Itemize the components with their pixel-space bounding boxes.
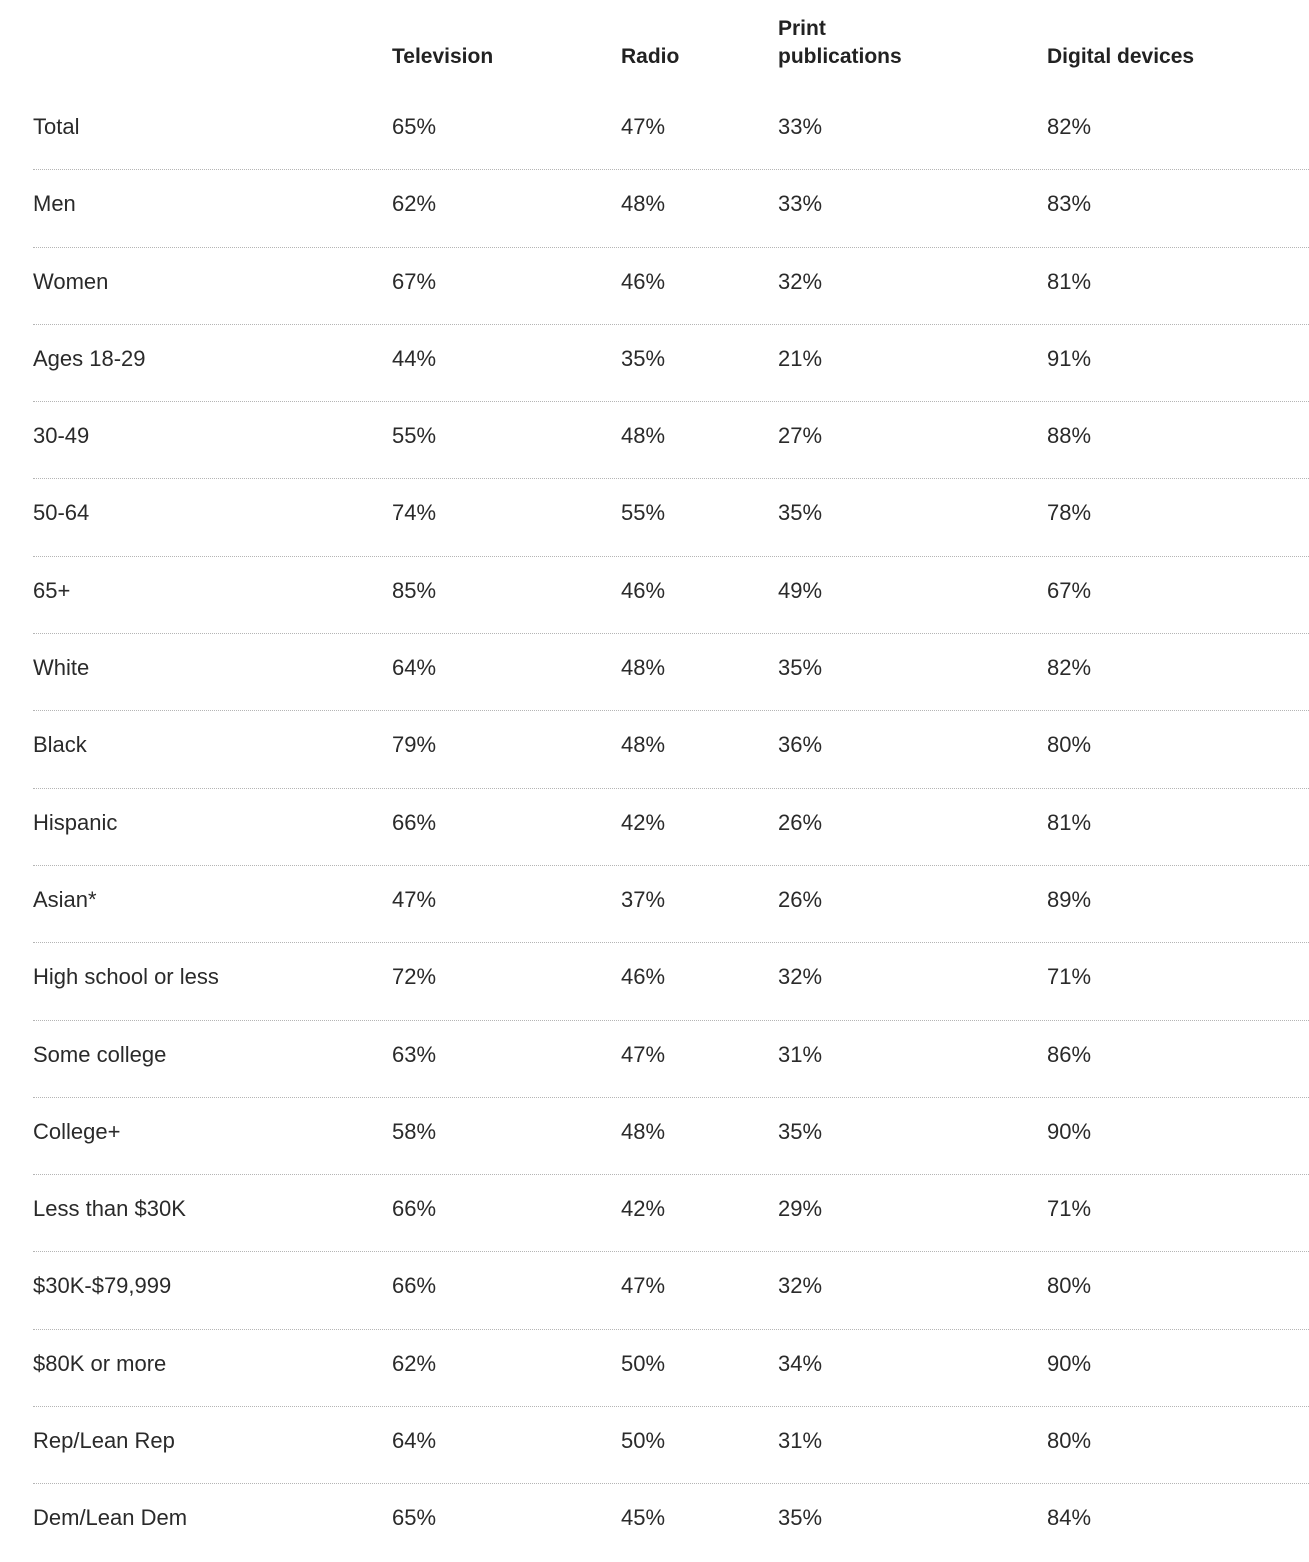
television-value: 62%	[392, 1350, 437, 1376]
radio-value: 48%	[621, 191, 666, 217]
print-publications-value: 35%	[778, 1118, 823, 1144]
row-label: Less than $30K	[33, 1196, 186, 1222]
television-value: 65%	[392, 1505, 437, 1531]
television-value: 64%	[392, 1428, 437, 1454]
row-label: Women	[33, 268, 109, 294]
digital-devices-value: 89%	[1047, 886, 1092, 912]
row-label: 65+	[33, 577, 71, 603]
table-row	[33, 170, 1309, 247]
television-value: 74%	[392, 500, 437, 526]
table-row	[33, 1407, 1309, 1484]
print-publications-value: 35%	[778, 500, 823, 526]
row-label: Some college	[33, 1041, 167, 1067]
print-publications-value: 33%	[778, 191, 823, 217]
print-publications-value: 31%	[778, 1428, 823, 1454]
row-label: Asian*	[33, 886, 97, 912]
column-header-radio: Radio	[621, 45, 680, 68]
row-label: Dem/Lean Dem	[33, 1505, 188, 1531]
media-usage-table	[33, 0, 1309, 1562]
television-value: 66%	[392, 1196, 437, 1222]
television-value: 63%	[392, 1041, 437, 1067]
digital-devices-value: 91%	[1047, 345, 1092, 371]
radio-value: 48%	[621, 423, 666, 449]
print-publications-value: 26%	[778, 809, 823, 835]
television-value: 44%	[392, 345, 437, 371]
digital-devices-value: 84%	[1047, 1505, 1092, 1531]
print-publications-value: 49%	[778, 577, 823, 603]
row-label: Hispanic	[33, 809, 118, 835]
table-row	[33, 866, 1309, 943]
table-header	[33, 0, 1309, 93]
radio-value: 50%	[621, 1428, 666, 1454]
television-value: 64%	[392, 655, 437, 681]
television-value: 55%	[392, 423, 437, 449]
digital-devices-value: 71%	[1047, 964, 1092, 990]
print-publications-value: 33%	[778, 114, 823, 139]
digital-devices-value: 81%	[1047, 268, 1092, 294]
radio-value: 46%	[621, 577, 666, 603]
table-row	[33, 402, 1309, 479]
row-label: Black	[33, 732, 87, 758]
print-publications-value: 21%	[778, 345, 823, 371]
row-label: Rep/Lean Rep	[33, 1428, 175, 1454]
row-label: Ages 18-29	[33, 345, 146, 371]
print-publications-value: 32%	[778, 268, 823, 294]
print-publications-value: 35%	[778, 655, 823, 681]
print-publications-value: 36%	[778, 732, 823, 758]
table-row	[33, 1021, 1309, 1098]
digital-devices-value: 78%	[1047, 500, 1092, 526]
digital-devices-value: 71%	[1047, 1196, 1092, 1222]
digital-devices-value: 80%	[1047, 1428, 1092, 1454]
row-label: College+	[33, 1118, 121, 1144]
table-row	[33, 1484, 1309, 1561]
radio-value: 47%	[621, 1041, 666, 1067]
television-value: 85%	[392, 577, 437, 603]
digital-devices-value: 81%	[1047, 809, 1092, 835]
row-label: $30K-$79,999	[33, 1273, 172, 1299]
digital-devices-value: 90%	[1047, 1350, 1092, 1376]
radio-value: 47%	[621, 114, 666, 139]
television-value: 65%	[392, 114, 437, 139]
print-publications-value: 26%	[778, 886, 823, 912]
radio-value: 42%	[621, 1196, 666, 1222]
television-value: 66%	[392, 809, 437, 835]
print-publications-value: 32%	[778, 964, 823, 990]
television-value: 66%	[392, 1273, 437, 1299]
television-value: 62%	[392, 191, 437, 217]
column-header-print-publications: Print publications	[778, 17, 902, 68]
radio-value: 45%	[621, 1505, 666, 1531]
print-publications-value: 34%	[778, 1350, 823, 1376]
table-row	[33, 557, 1309, 634]
table-row	[33, 248, 1309, 325]
digital-devices-value: 86%	[1047, 1041, 1092, 1067]
digital-devices-value: 82%	[1047, 114, 1092, 139]
television-value: 47%	[392, 886, 437, 912]
digital-devices-value: 90%	[1047, 1118, 1092, 1144]
column-header-television: Television	[392, 45, 494, 68]
radio-value: 46%	[621, 268, 666, 294]
print-publications-value: 31%	[778, 1041, 823, 1067]
column-header-digital-devices: Digital devices	[1047, 45, 1195, 68]
television-value: 67%	[392, 268, 437, 294]
radio-value: 42%	[621, 809, 666, 835]
print-publications-value: 32%	[778, 1273, 823, 1299]
table-row	[33, 943, 1309, 1020]
row-label: Total	[33, 114, 80, 139]
digital-devices-value: 82%	[1047, 655, 1092, 681]
table-row	[33, 789, 1309, 866]
table-row	[33, 711, 1309, 788]
table-row	[33, 1098, 1309, 1175]
row-label: High school or less	[33, 964, 219, 990]
television-value: 58%	[392, 1118, 437, 1144]
print-publications-value: 35%	[778, 1505, 823, 1531]
table-row	[33, 1252, 1309, 1329]
digital-devices-value: 67%	[1047, 577, 1092, 603]
table-row	[33, 634, 1309, 711]
row-label: 50-64	[33, 500, 90, 526]
radio-value: 35%	[621, 345, 666, 371]
print-publications-value: 27%	[778, 423, 823, 449]
digital-devices-value: 83%	[1047, 191, 1092, 217]
row-label: $80K or more	[33, 1350, 167, 1376]
digital-devices-value: 80%	[1047, 1273, 1092, 1299]
television-value: 72%	[392, 964, 437, 990]
radio-value: 48%	[621, 1118, 666, 1144]
row-label: White	[33, 655, 90, 681]
table-row	[33, 1330, 1309, 1407]
print-publications-value: 29%	[778, 1196, 823, 1222]
radio-value: 37%	[621, 886, 666, 912]
television-value: 79%	[392, 732, 437, 758]
radio-value: 46%	[621, 964, 666, 990]
radio-value: 48%	[621, 732, 666, 758]
table-row	[33, 479, 1309, 556]
radio-value: 50%	[621, 1350, 666, 1376]
table-row	[33, 325, 1309, 402]
table-row	[33, 1175, 1309, 1252]
table-row	[33, 93, 1309, 170]
row-label: Men	[33, 191, 76, 217]
row-label: 30-49	[33, 423, 90, 449]
radio-value: 55%	[621, 500, 666, 526]
radio-value: 47%	[621, 1273, 666, 1299]
digital-devices-value: 80%	[1047, 732, 1092, 758]
digital-devices-value: 88%	[1047, 423, 1092, 449]
radio-value: 48%	[621, 655, 666, 681]
table-body	[33, 93, 1309, 1562]
